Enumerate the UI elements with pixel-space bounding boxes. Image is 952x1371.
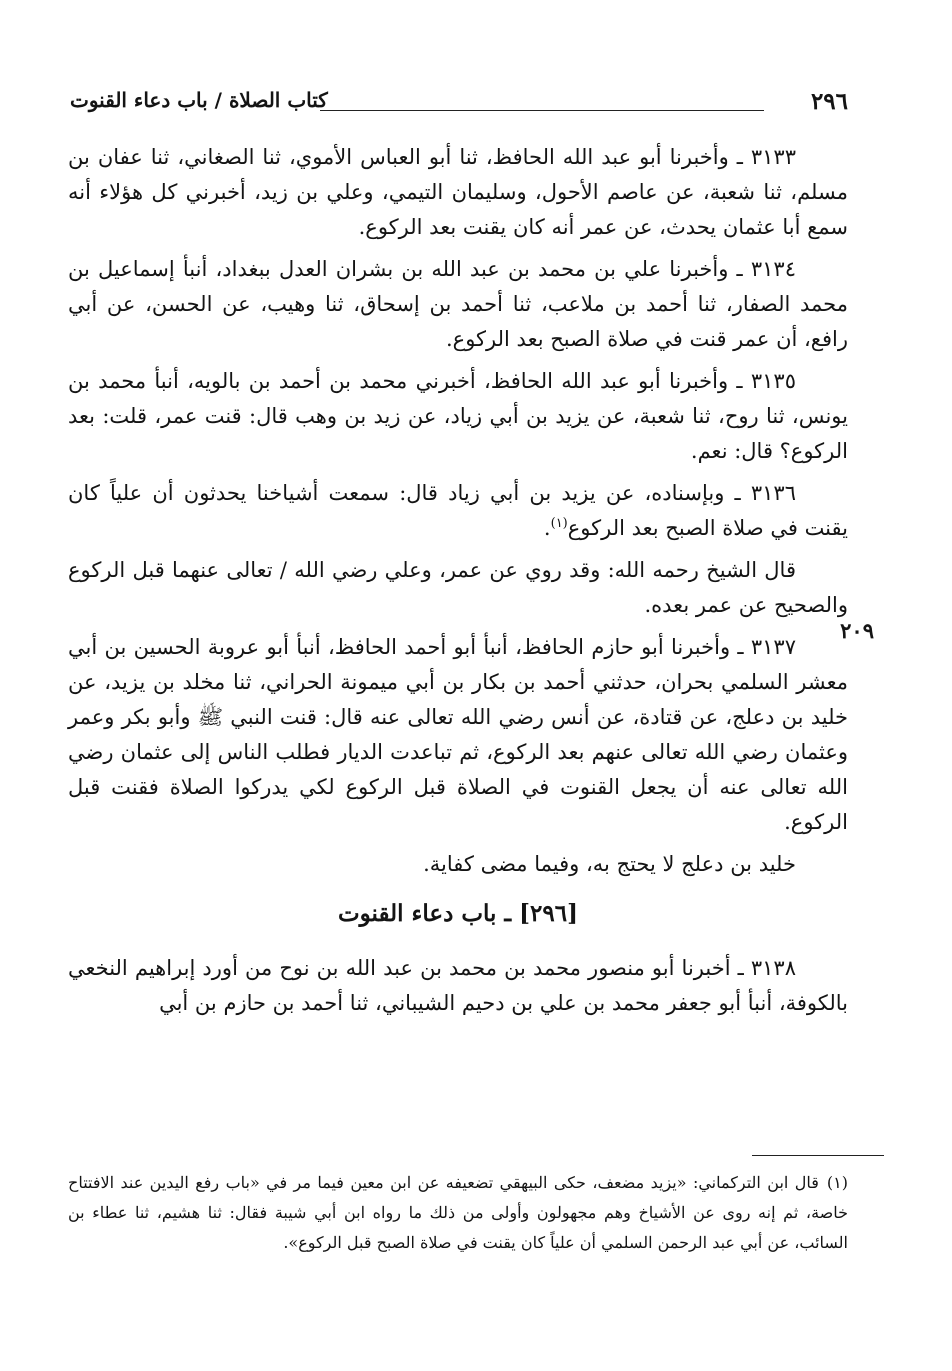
footnotes bbox=[68, 1168, 848, 1258]
footnote-text: قال ابن التركماني: «يزيد مضعف، حكى البيهقي تضعيفه عن ابن معين فيما مر في «باب رفع اليدين عند الافتتاح خاصة، ثم إنه روى عن الأشياخ وهم مجهولون وأولى من ذلك ما رواه ابن أبي شيبة فقال: ثنا هشيم، ثنا عطاء بن السائب، عن أبي عبد الرحمن السلمي أن علياً كان يقنت في صلاة الصبح قبل الركوع». bbox=[68, 1173, 849, 1252]
hadith-3133: ٣١٣٣ ـ وأخبرنا أبو عبد الله الحافظ، ثنا أبو العباس الأموي، ثنا الصغاني، ثنا عفان بن مسلم، ثنا شعبة، عن عاصم الأحول، وسليمان التيمي، وعلي بن زيد، أخبرني كل هؤلاء أنه سمع أبا عثمان يحدث، عن عمر أنه كان يقنت بعد الركوع. bbox=[68, 145, 848, 239]
footnote-separator bbox=[752, 1155, 884, 1156]
hadith-3134: ٣١٣٤ ـ وأخبرنا علي بن محمد بن عبد الله بن بشران العدل ببغداد، أنبأ إسماعيل بن محمد الصفار، ثنا أحمد بن ملاعب، ثنا أحمد بن إسحاق، ثنا وهيب، عن الحسن، عن أبي رافع، أن عمر قنت في صلاة الصبح بعد الركوع. bbox=[68, 257, 848, 351]
hadith-3135: ٣١٣٥ ـ وأخبرنا أبو عبد الله الحافظ، أخبرني محمد بن أحمد بن بالويه، أنبأ محمد بن يونس، ثنا روح، ثنا شعبة، عن يزيد بن أبي زياد، عن زيد بن وهب قال: قنت عمر، قلت: بعد الركوع؟ قال: نعم. bbox=[68, 369, 848, 463]
hadith-3136-text: ٣١٣٦ ـ وبإسناده، عن يزيد بن أبي زياد قال: سمعت أشياخنا يحدثون أن علياً كان يقنت في صلاة الصبح بعد الركوع bbox=[68, 481, 848, 540]
margin-folio-number: ٢٠٩ bbox=[840, 618, 874, 643]
running-title: كتاب الصلاة / باب دعاء القنوت bbox=[70, 88, 328, 112]
footnote-marker: (١) bbox=[826, 1173, 848, 1192]
footnote-reference[interactable]: (١) bbox=[550, 516, 568, 531]
author-comment: قال الشيخ رحمه الله: وقد روي عن عمر، وعلي رضي الله / تعالى عنهما قبل الركوع والصحيح عن عمر بعده. bbox=[68, 558, 848, 617]
page-number: ٢٩٦ bbox=[810, 88, 848, 115]
hadith-3137: ٣١٣٧ ـ وأخبرنا أبو حازم الحافظ، أنبأ أبو أحمد الحافظ، أنبأ أبو عروبة الحسين بن أبي معشر السلمي بحران، حدثني أحمد بن بكار بن أبي ميمونة الحراني، ثنا مخلد بن يزيد، عن خليد بن دعلج، عن قتادة، عن أنس رضي الله تعالى عنه قال: قنت النبي ﷺ وأبو بكر وعمر وعثمان رضي الله تعالى عنهم بعد الركوع، ثم تباعدت الديار فطلب الناس إلى عثمان رضي الله تعالى عنه أن يجعل القنوت في الصلاة قبل الركوع لكي يدركوا الصلاة فقنت قبل الركوع. bbox=[68, 635, 848, 834]
footnote-1 bbox=[68, 1168, 848, 1258]
running-header bbox=[70, 82, 848, 122]
hadith-3138: ٣١٣٨ ـ أخبرنا أبو منصور محمد بن محمد بن عبد الله بن نوح من أورد إبراهيم النخعي بالكوفة، أنبأ أبو جعفر محمد بن علي بن دحيم الشيباني، ثنا أحمد بن حازم بن أبي bbox=[68, 956, 848, 1015]
main-text bbox=[68, 140, 848, 1028]
hadith-3136: ٣١٣٦ ـ وبإسناده، عن يزيد بن أبي زياد قال: سمعت أشياخنا يحدثون أن علياً كان يقنت في صلاة الصبح بعد الركوع$^{(١)}$. bbox=[68, 481, 848, 540]
header-rule bbox=[320, 110, 764, 111]
narrator-note: خليد بن دعلج لا يحتج به، وفيما مضى كفاية. bbox=[423, 852, 796, 876]
chapter-heading: [٢٩٦] ـ باب دعاء القنوت bbox=[338, 900, 578, 927]
